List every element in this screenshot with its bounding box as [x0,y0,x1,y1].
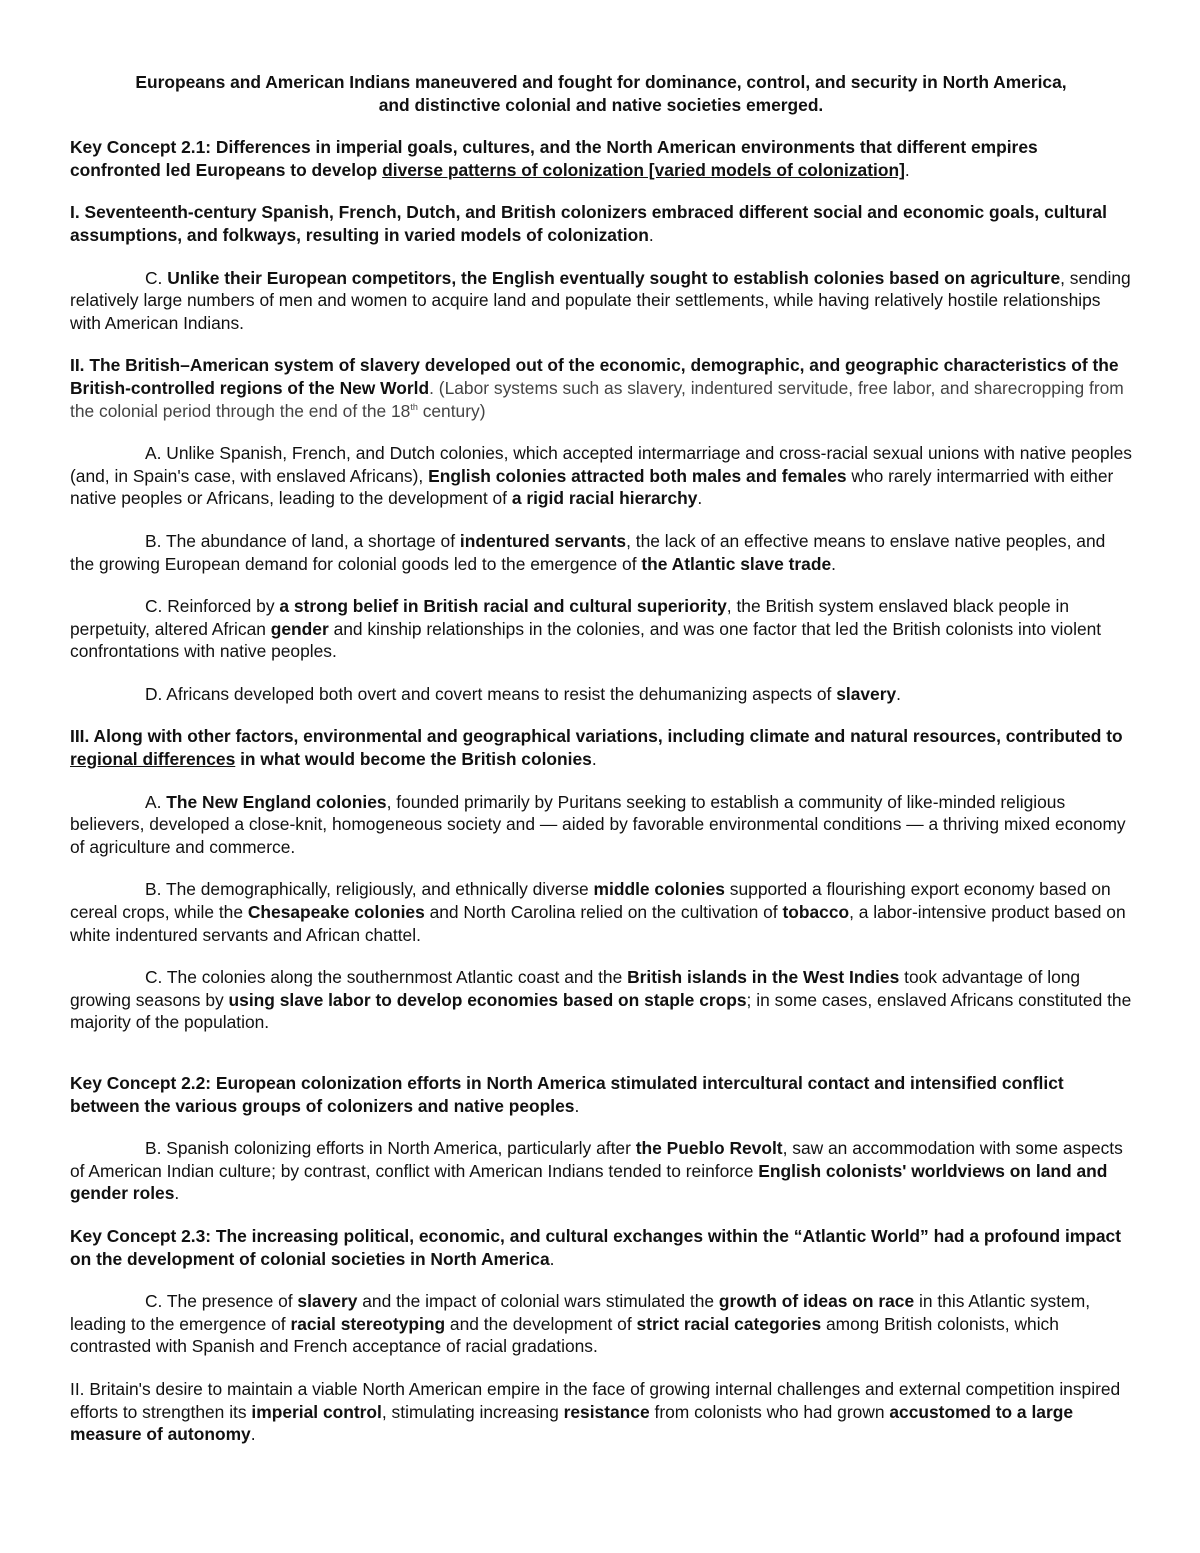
kc23-c-bold-2: growth of ideas on race [718,1291,915,1312]
kc23-c-text-2: and the impact of colonial wars stimulated the [357,1291,719,1312]
kc23-ii-text-3: from colonists who had grown [649,1401,890,1422]
s2-note-pre: . (Labor systems such as slavery, indentured servitude, free labor, and sharecropping from the colonial period through the end of the 18 [70,377,1124,421]
s1-heading: I. Seventeenth-century Spanish, French, Dutch, and British colonizers embraced different social and economic goals, cultural assumptions, and folkways, resulting in varied models of colonization [70,202,1107,245]
kc23-point-ii [70,1378,1132,1446]
s3-end: . [591,749,597,770]
s3-c-bold-2: using slave labor to develop economies based on staple crops [228,989,747,1010]
s2-a-bold-1: English colonies attracted both males and females [428,465,847,486]
s3-b-text-4: , a labor-intensive product based on white indentured servants and African chattel. [70,902,1126,945]
kc23-point-c [70,1290,1132,1358]
s2-c-text-3: and kinship relationships in the colonies, and was one factor that led the British colonists into violent confrontations with native peoples. [70,618,1102,662]
s3-c-bold-1: British islands in the West Indies [627,967,900,988]
kc23-c-text-1: C. The presence of [145,1291,298,1312]
s2-note-sup: th [410,401,418,412]
page-title [70,71,1132,116]
s3-b-text-3: and North Carolina relied on the cultivation of [424,902,783,923]
title-line-2: and distinctive colonial and native societies emerged. [378,94,824,115]
s3-point-c [70,966,1132,1034]
s2-c-text-1: C. Reinforced by [145,596,280,617]
kc23-ii-bold-3: accustomed to a large measure of autonomy [70,1401,1074,1445]
section-3-heading [70,725,1132,770]
kc21-end: . [904,159,910,180]
s3-point-a [70,791,1132,859]
s2-b-text-2: , the lack of an effective means to enslave native peoples, and the growing European demand for colonial goods led to the emergence of [70,530,1106,574]
s2-c-bold-1: a strong belief in British racial and cultural superiority [279,596,727,617]
s1-end: . [648,224,654,245]
s3-point-b [70,878,1132,946]
s3-b-bold-1: middle colonies [593,879,725,900]
kc23-heading: Key Concept 2.3: The increasing political, economic, and cultural exchanges within the “Atlantic World” had a profound impact on the development of colonial societies in North America [70,1225,1122,1269]
kc22-point-b [70,1137,1132,1205]
kc23-end: . [549,1248,555,1269]
s2-point-c [70,595,1132,663]
s2-point-a [70,442,1132,510]
s2-a-text-3: . [697,488,703,509]
section-1-heading [70,201,1132,246]
kc23-c-bold-3: racial stereotyping [290,1313,446,1334]
s3-underline: regional differences [70,749,236,770]
key-concept-2-2 [70,1072,1132,1117]
s3-c-text-1: C. The colonies along the southernmost Atlantic coast and the [145,967,628,988]
kc23-ii-text-2: , stimulating increasing [381,1401,564,1422]
s2-d-text-1: D. Africans developed both overt and covert means to resist the dehumanizing aspects of [145,683,837,704]
kc23-ii-text-4: . [250,1424,256,1445]
s3-b-bold-3: tobacco [782,902,850,923]
s2-a-bold-2: a rigid racial hierarchy [511,488,698,509]
s3-rest: in what would become the British colonies [235,749,592,770]
s2-d-text-2: . [896,683,901,704]
s3-c-text-2: took advantage of long growing seasons by [70,967,1081,1010]
s2-point-b [70,530,1132,575]
key-concept-2-1 [70,136,1132,181]
s3-c-text-3: ; in some cases, enslaved Africans constituted the majority of the population. [70,989,1132,1033]
s2-c-bold-2: gender [270,618,329,639]
kc23-c-bold-4: strict racial categories [636,1313,822,1334]
s2-b-text-1: B. The abundance of land, a shortage of [145,530,460,551]
kc23-ii-bold-2: resistance [563,1401,650,1422]
s2-c-text-2: , the British system enslaved black people in perpetuity, altered African [70,596,1069,639]
s2-d-bold-1: slavery [836,683,897,704]
s1-point-c [70,267,1132,335]
s1-c-rest: , sending relatively large numbers of men and women to acquire land and populate their settlements, while having relatively hostile relationships with American Indians. [70,267,1131,333]
s1-c-letter: C. [145,267,168,288]
kc23-c-text-4: and the development of [445,1313,637,1334]
s3-lead: III. Along with other factors, environmental and geographical variations, including climate and natural resources, contributed to [70,726,1123,747]
s2-b-text-3: . [831,553,836,574]
document-page [70,71,1132,1466]
section-2-heading [70,354,1132,422]
s2-b-bold-1: indentured servants [459,530,627,551]
s3-b-text-2: supported a flourishing export economy based on cereal crops, while the [70,879,1111,923]
kc22-b-text-1: B. Spanish colonizing efforts in North America, particularly after [145,1138,636,1159]
s2-point-d [70,683,1132,706]
kc23-ii-text-1: II. Britain's desire to maintain a viable North American empire in the face of growing internal challenges and external competition inspired efforts to strengthen its [70,1378,1121,1422]
s3-a-text-2: , founded primarily by Puritans seeking to establish a community of like-minded religious believers, developed a close-knit, homogeneous society and — aided by favorable environmental conditions — a thriving mixed economy of agriculture and commerce. [70,791,1126,857]
kc21-lead: Key Concept 2.1: Differences in imperial goals, cultures, and the North American environments that different empires confronted led Europeans to develop [70,137,1038,180]
key-concept-2-3 [70,1225,1132,1270]
s1-c-bold: Unlike their European competitors, the English eventually sought to establish colonies based on agriculture [167,267,1061,288]
kc22-heading: Key Concept 2.2: European colonization efforts in North America stimulated intercultural contact and intensified conflict between the various groups of colonizers and native peoples [70,1073,1064,1116]
kc21-underline: diverse patterns of colonization [varied models of colonization] [382,159,905,180]
s3-a-text-1: A. [145,791,167,812]
kc23-c-bold-1: slavery [297,1291,358,1312]
s3-b-text-1: B. The demographically, religiously, and ethnically diverse [145,879,594,900]
kc22-end: . [574,1095,580,1116]
s2-a-text-1: A. Unlike Spanish, French, and Dutch colonies, which accepted intermarriage and cross-racial sexual unions with native peoples (and, in Spain's case, with enslaved Africans), [70,443,1132,486]
kc23-c-text-3: in this Atlantic system, leading to the emergence of [70,1291,1091,1334]
kc22-b-text-3: . [174,1183,180,1204]
s3-b-bold-2: Chesapeake colonies [247,902,425,923]
title-line-1: Europeans and American Indians maneuvered and fought for dominance, control, and security in North America, [135,72,1067,92]
s2-a-text-2: who rarely intermarried with either native peoples or Africans, leading to the development of [70,465,1114,509]
s2-b-bold-2: the Atlantic slave trade [641,553,832,574]
kc22-b-bold-1: the Pueblo Revolt [635,1138,783,1159]
kc22-b-bold-2: English colonists' worldviews on land and gender roles [70,1160,1108,1204]
kc22-b-text-2: , saw an accommodation with some aspects of American Indian culture; by contrast, conflict with American Indians tended to reinforce [70,1138,1123,1181]
kc23-c-text-5: among British colonists, which contrasted with Spanish and French acceptance of racial gradations. [70,1313,1059,1357]
s3-a-bold-1: The New England colonies [166,791,387,812]
s2-note-post: century) [417,400,486,421]
s2-heading: II. The British–American system of slavery developed out of the economic, demographic, and geographic characteristics of the British-controlled regions of the New World [70,355,1119,398]
kc23-ii-bold-1: imperial control [251,1401,382,1422]
